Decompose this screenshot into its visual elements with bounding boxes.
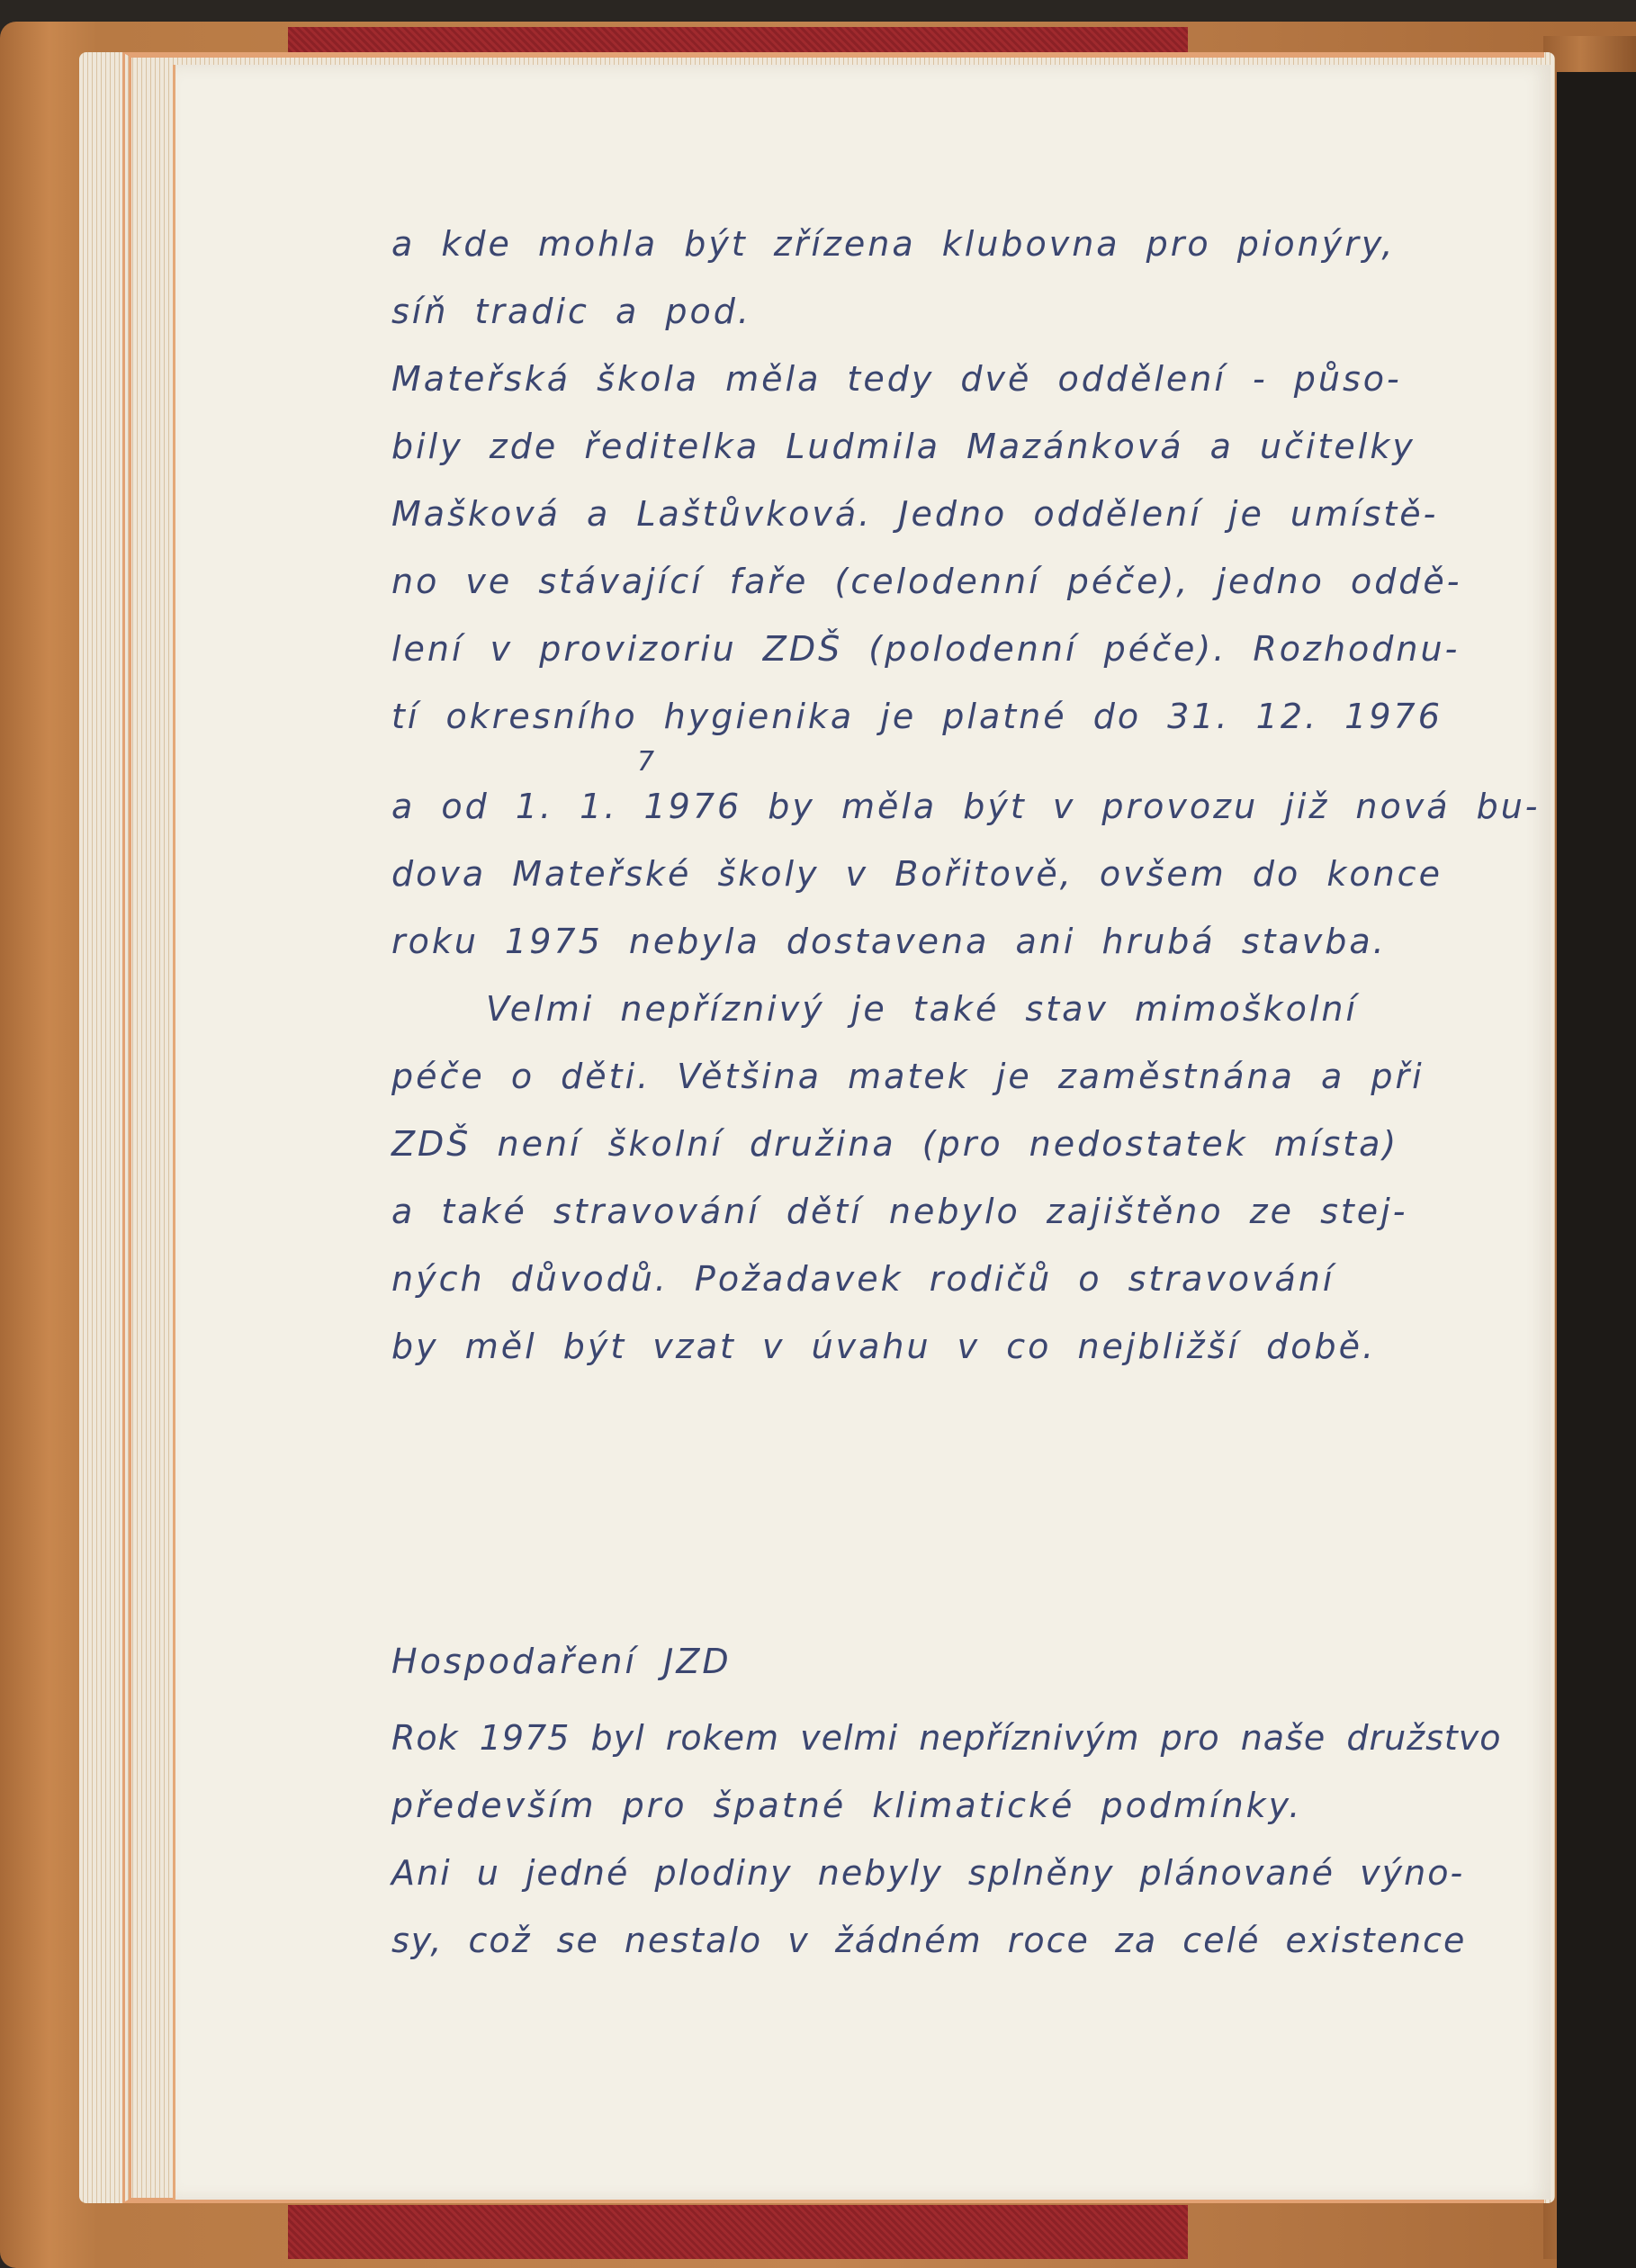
text-line: především pro špatné klimatické podmínky. <box>391 1786 1303 1825</box>
text-line: by měl být vzat v úvahu v co nejbližší době. <box>391 1327 1377 1366</box>
text-line: roku 1975 nebyla dostavena ani hrubá stavba. <box>391 922 1387 961</box>
text-line: Rok 1975 byl rokem velmi nepříznivým pro naše družstvo <box>391 1718 1502 1758</box>
text-line: ných důvodů. Požadavek rodičů o stravování <box>391 1259 1335 1299</box>
text-line: no ve stávající faře (celodenní péče), jedno oddě- <box>391 562 1462 601</box>
text-line: dova Mateřské školy v Bořitově, ovšem do konce <box>391 854 1443 894</box>
text-line: síň tradic a pod. <box>391 292 751 331</box>
section-heading: Hospodaření JZD <box>391 1642 732 1681</box>
text-line: sy, což se nestalo v žádném roce za celé existence <box>391 1921 1467 1960</box>
text-line: péče o děti. Většina matek je zaměstnána a při <box>391 1057 1425 1096</box>
handwritten-page <box>173 65 1551 2200</box>
text-line: Mateřská škola měla tedy dvě oddělení - půso- <box>391 359 1402 399</box>
text-line: tí okresního hygienika je platné do 31. 12. 1976 <box>391 697 1443 736</box>
correction-mark: 7 <box>637 746 658 778</box>
text-line: Velmi nepříznivý je také stav mimoškolní <box>486 989 1359 1029</box>
text-line: a kde mohla být zřízena klubovna pro pionýry, <box>391 224 1396 264</box>
dark-facing-edge <box>1557 72 1636 2268</box>
text-line: Mašková a Laštůvková. Jedno oddělení je umístě- <box>391 494 1439 534</box>
text-line: a také stravování dětí nebylo zajištěno ze stej- <box>391 1192 1408 1231</box>
text-line: bily zde ředitelka Ludmila Mazánková a učitelky <box>391 427 1416 466</box>
red-spine-strip-bottom <box>288 2205 1188 2259</box>
text-line: ZDŠ není školní družina (pro nedostatek místa) <box>391 1124 1399 1164</box>
text-line: Ani u jedné plodiny nebyly splněny plánované výno- <box>391 1853 1465 1893</box>
text-line: lení v provizoriu ZDŠ (polodenní péče). Rozhodnu- <box>391 629 1461 669</box>
text-line: a od 1. 1. 1976 by měla být v provozu již nová bu- <box>391 787 1541 826</box>
